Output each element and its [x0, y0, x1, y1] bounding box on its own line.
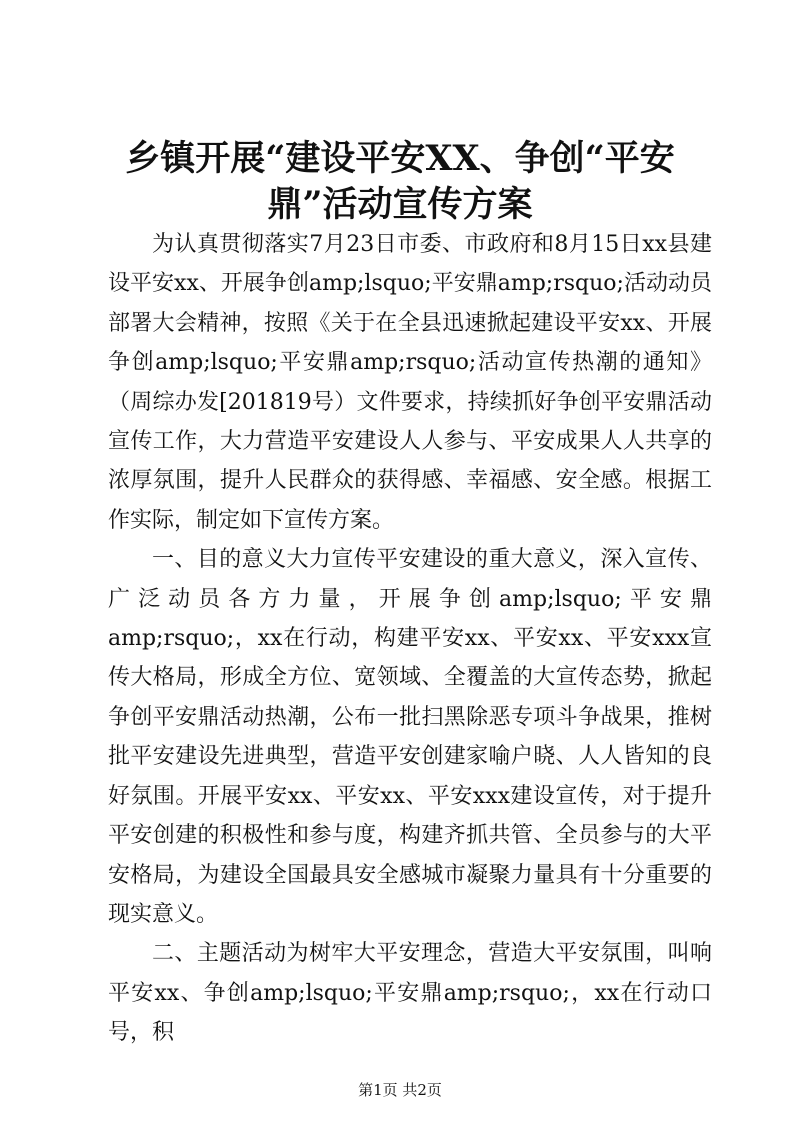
page-footer: 第1页 共2页 [358, 1081, 442, 1099]
paragraph-intro: 为认真贯彻落实7月23日市委、市政府和8月15日xx县建设平安xx、开展争创amp;lsquo;平安鼎amp;rsquo;活动动员部署大会精神，按照《关于在全县迅速掀起建设平安xx、开展争创amp;lsquo;平安鼎amp;rsquo;活动宣传热潮的通知》（周综办发[201819号）文件要求，持续抓好争创平安鼎活动宣传工作，大力营造平安建设人人参与、平安成果人人共享的浓厚氛围，提升人民群众的获得感、幸福感、安全感。根据工作实际，制定如下宣传方案。 [108, 232, 712, 533]
paragraph-section-1: 一、目的意义大力宣传平安建设的重大意义，深入宣传、广泛动员各方力量，开展争创amp;lsquo;平安鼎amp;rsquo;，xx在行动，构建平安xx、平安xx、平安xxx宣传大格局，形成全方位、宽领域、全覆盖的大宣传态势，掀起争创平安鼎活动热潮，公布一批扫黑除恶专项斗争战果，推树批平安建设先进典型，营造平安创建家喻户晓、人人皆知的良好氛围。开展平安xx、平安xx、平安xxx建设宣传，对于提升平安创建的积极性和参与度，构建齐抓共管、全员参与的大平安格局，为建设全国最具安全感城市凝聚力量具有十分重要的现实意义。 [108, 547, 712, 927]
document-body [108, 225, 712, 1053]
paragraph-section-2: 二、主题活动为树牢大平安理念，营造大平安氛围，叫响平安xx、争创amp;lsquo;平安鼎amp;rsquo;，xx在行动口号，积 [108, 941, 712, 1046]
document-title: 乡镇开展“建设平安XX、争创“平安鼎”活动宣传方案 [125, 138, 675, 225]
